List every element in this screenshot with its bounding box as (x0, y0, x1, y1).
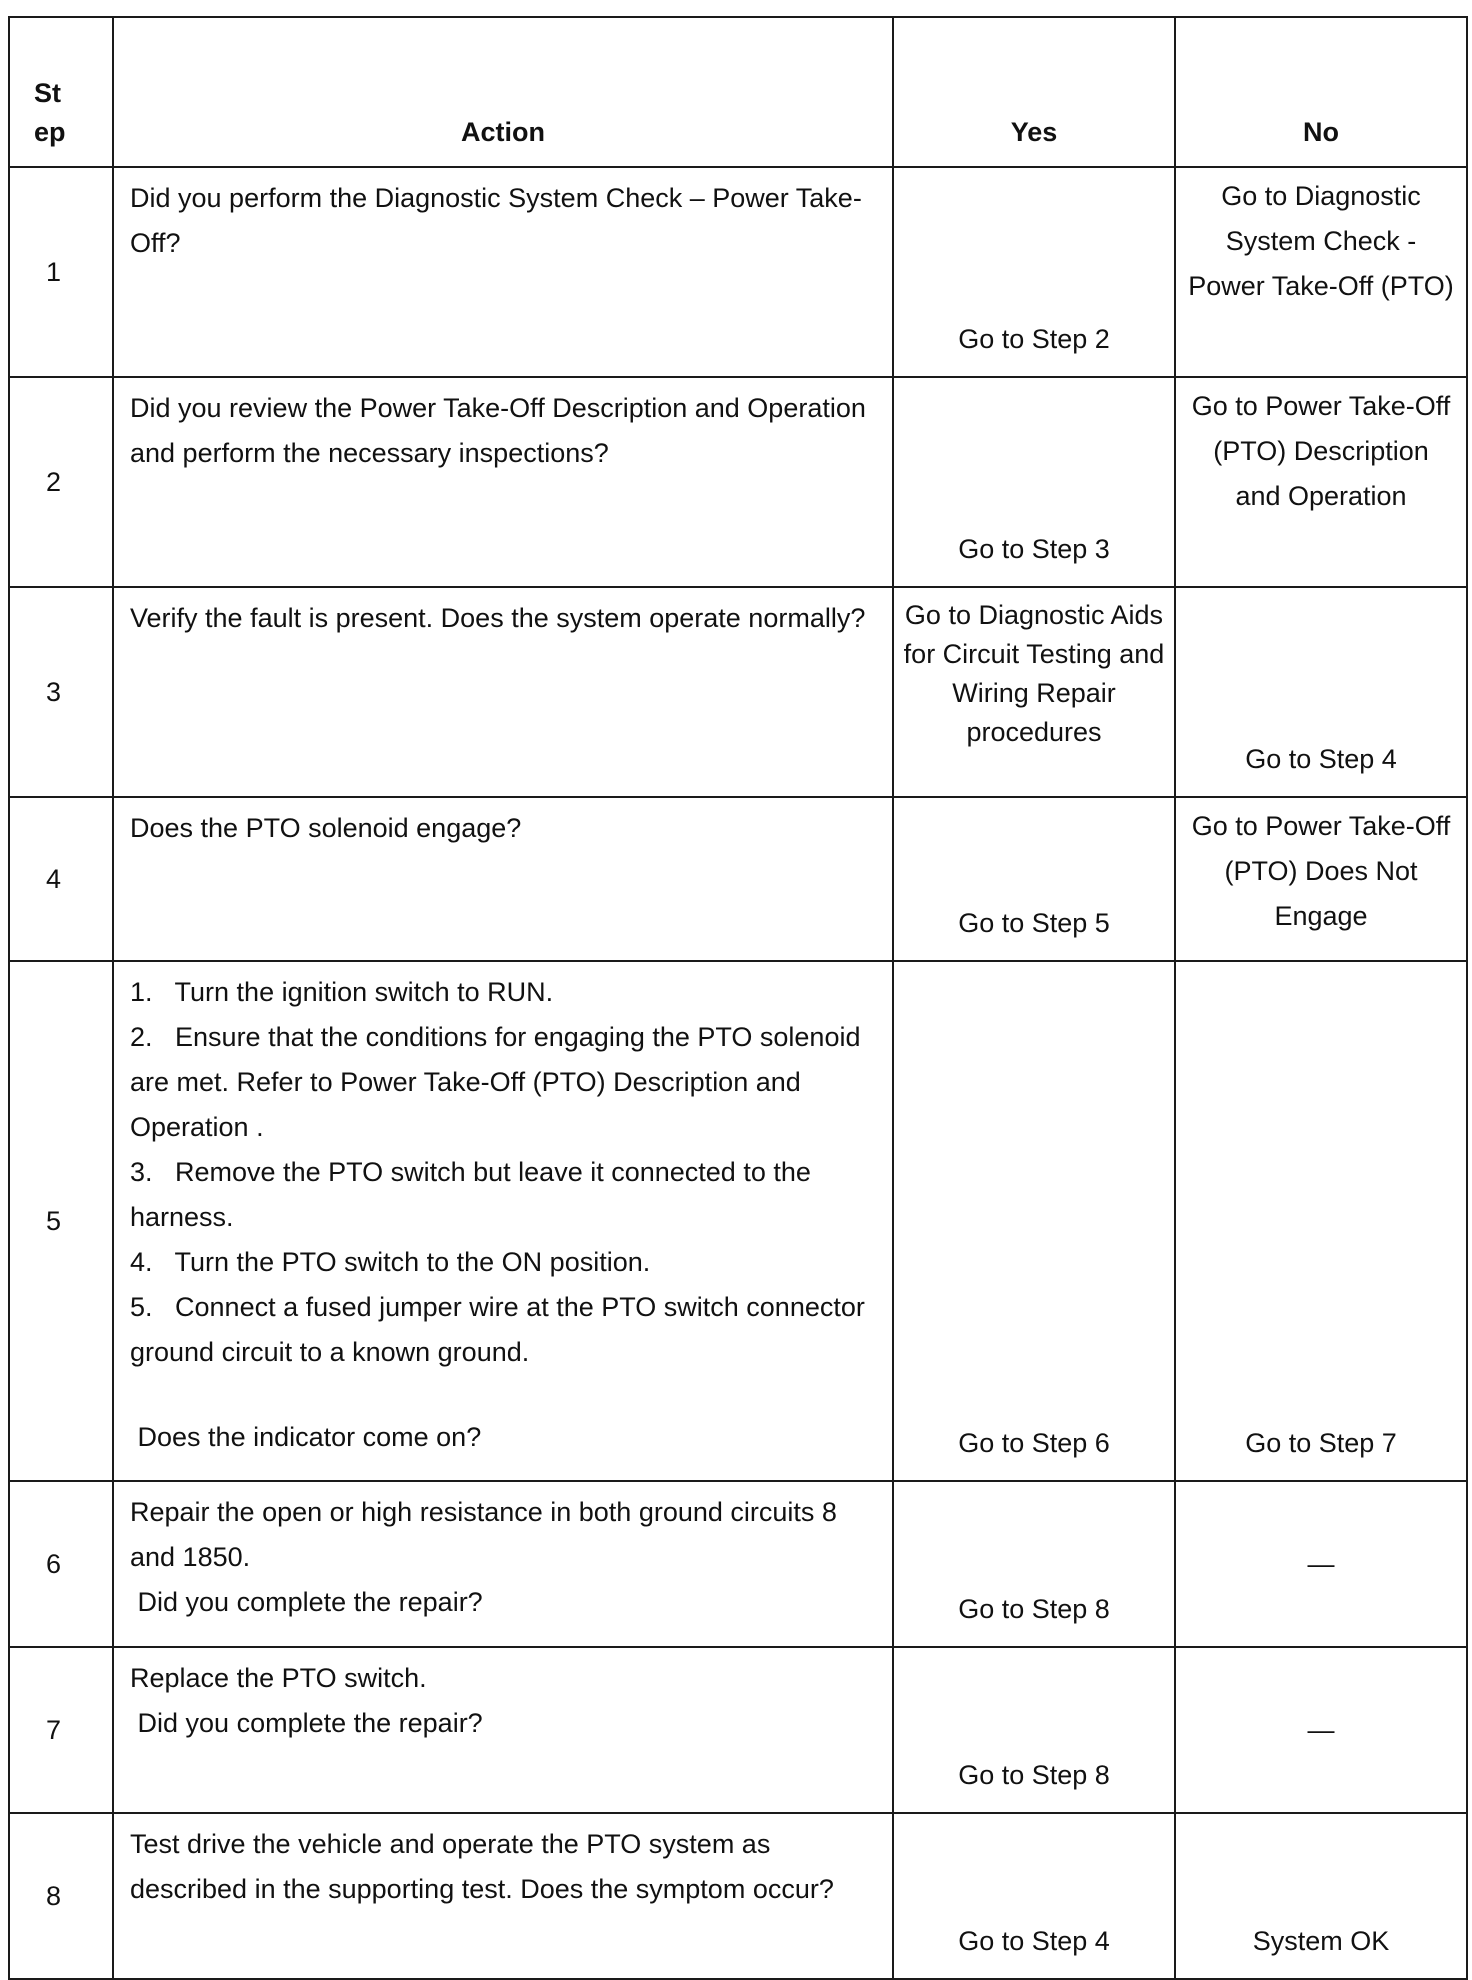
action-cell (113, 377, 893, 587)
action-text: Test drive the vehicle and operate the PTO system as described in the supporting test. Does the symptom occur? (130, 1829, 834, 1904)
step-number: 5 (9, 961, 113, 1481)
table-row (9, 797, 1467, 961)
action-cell (113, 1481, 893, 1647)
header-step: St ep (9, 17, 113, 167)
yes-cell: Go to Step 3 (893, 377, 1175, 587)
yes-cell: Go to Step 6 (893, 961, 1175, 1481)
step-number: 7 (9, 1647, 113, 1813)
action-text: Did you perform the Diagnostic System Check – Power Take-Off? (130, 183, 862, 258)
action-text: Does the PTO solenoid engage? (130, 813, 522, 843)
action-text: Did you review the Power Take-Off Description and Operation and perform the necessary inspections? (130, 393, 874, 468)
table-row (9, 1647, 1467, 1813)
action-cell (113, 167, 893, 377)
action-cell (113, 1813, 893, 1979)
yes-cell: Go to Diagnostic Aids for Circuit Testing and Wiring Repair procedures (893, 587, 1175, 797)
no-cell: Go to Step 4 (1175, 587, 1467, 797)
header-no: No (1175, 17, 1467, 167)
diagnostic-table (8, 16, 1468, 1980)
no-cell: Go to Power Take-Off (PTO) Does Not Engage (1175, 797, 1467, 961)
step-number: 8 (9, 1813, 113, 1979)
action-cell (113, 961, 893, 1481)
table-row (9, 961, 1467, 1481)
action-cell (113, 1647, 893, 1813)
action-text: Verify the fault is present. Does the system operate normally? (130, 603, 866, 633)
step-number: 1 (9, 167, 113, 377)
yes-cell: Go to Step 2 (893, 167, 1175, 377)
yes-cell: Go to Step 8 (893, 1481, 1175, 1647)
table-row (9, 167, 1467, 377)
action-step-4: 4. Turn the PTO switch to the ON position. (130, 1247, 651, 1277)
step-number: 4 (9, 797, 113, 961)
no-cell: — (1175, 1647, 1467, 1813)
no-cell: System OK (1175, 1813, 1467, 1979)
action-question: Does the indicator come on? (130, 1422, 482, 1452)
action-question: Did you complete the repair? (130, 1708, 483, 1738)
step-number: 6 (9, 1481, 113, 1647)
header-action: Action (113, 17, 893, 167)
action-text: Replace the PTO switch. (130, 1663, 427, 1693)
action-cell (113, 797, 893, 961)
action-step-5: 5. Connect a fused jumper wire at the PTO switch connector ground circuit to a known ground. (130, 1292, 873, 1367)
action-step-3: 3. Remove the PTO switch but leave it connected to the harness. (130, 1157, 819, 1232)
table-row (9, 1481, 1467, 1647)
action-step-2: 2. Ensure that the conditions for engaging the PTO solenoid are met. Refer to Power Take-Off (PTO) Description and Operation . (130, 1022, 868, 1142)
step-number: 2 (9, 377, 113, 587)
yes-cell: Go to Step 8 (893, 1647, 1175, 1813)
table-header-row (9, 17, 1467, 167)
header-yes: Yes (893, 17, 1175, 167)
table-row (9, 1813, 1467, 1979)
yes-cell: Go to Step 5 (893, 797, 1175, 961)
step-number: 3 (9, 587, 113, 797)
no-cell: Go to Diagnostic System Check - Power Take-Off (PTO) (1175, 167, 1467, 377)
table-row (9, 377, 1467, 587)
yes-cell: Go to Step 4 (893, 1813, 1175, 1979)
no-cell: Go to Step 7 (1175, 961, 1467, 1481)
action-step-1: 1. Turn the ignition switch to RUN. (130, 977, 554, 1007)
action-text: Repair the open or high resistance in both ground circuits 8 and 1850. (130, 1497, 845, 1572)
table-row (9, 587, 1467, 797)
no-cell: Go to Power Take-Off (PTO) Description and Operation (1175, 377, 1467, 587)
action-question: Did you complete the repair? (130, 1587, 483, 1617)
action-cell (113, 587, 893, 797)
no-cell: — (1175, 1481, 1467, 1647)
